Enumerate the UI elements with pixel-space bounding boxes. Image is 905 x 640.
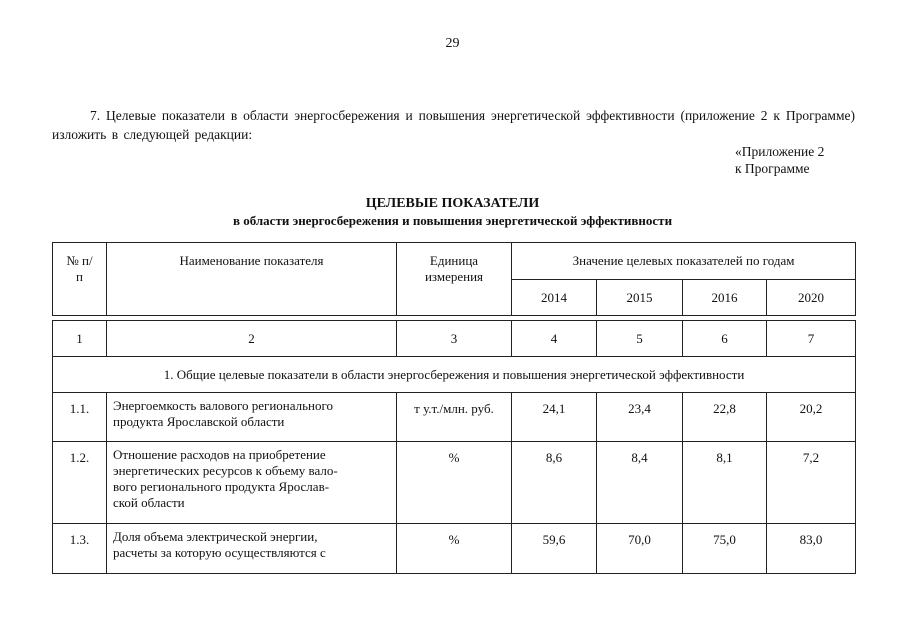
document-subtitle: в области энергосбережения и повышения энергетической эффективности	[232, 213, 673, 228]
row-value: 20,2	[767, 393, 856, 442]
row-value: 8,1	[683, 442, 767, 524]
column-number: 5	[597, 321, 683, 357]
row-unit: %	[397, 442, 512, 524]
row-value: 7,2	[767, 442, 856, 524]
row-num: 1.3.	[53, 524, 107, 574]
appendix-ref-line-2: к Программе	[735, 161, 810, 176]
column-number: 6	[683, 321, 767, 357]
header-year: 2020	[767, 280, 856, 316]
row-name-line: ской области	[113, 495, 185, 510]
row-value: 23,4	[597, 393, 683, 442]
row-unit: %	[397, 524, 512, 574]
header-year: 2015	[597, 280, 683, 316]
row-name-line: расчеты за которую осуществляются с	[113, 545, 326, 560]
document-title: ЦЕЛЕВЫЕ ПОКАЗАТЕЛИ	[365, 196, 540, 211]
row-value: 83,0	[767, 524, 856, 574]
section-row	[53, 357, 856, 393]
column-number: 1	[53, 321, 107, 357]
row-name	[107, 524, 397, 574]
row-name-line: Энергоемкость валового регионального	[113, 398, 334, 413]
table-row	[53, 524, 856, 574]
row-value: 70,0	[597, 524, 683, 574]
header-year: 2014	[512, 280, 597, 316]
row-name-line: Отношение расходов на приобретение	[113, 447, 326, 462]
table-row	[53, 442, 856, 524]
header-num: № п/п	[53, 243, 107, 316]
header-name: Наименование показателя	[107, 243, 397, 316]
header-values-group: Значение целевых показателей по годам	[512, 243, 856, 280]
row-value: 59,6	[512, 524, 597, 574]
row-name-line: продукта Ярославской области	[113, 414, 285, 429]
header-year: 2016	[683, 280, 767, 316]
column-number: 7	[767, 321, 856, 357]
column-number: 4	[512, 321, 597, 357]
table-row	[53, 393, 856, 442]
appendix-reference	[735, 143, 824, 177]
table-header-row	[53, 243, 856, 280]
row-num: 1.2.	[53, 442, 107, 524]
column-number: 2	[107, 321, 397, 357]
page-number: 29	[445, 36, 460, 51]
row-unit: т у.т./млн. руб.	[397, 393, 512, 442]
intro-text: 7. Целевые показатели в области энергосбережения и повышения энергетической эффективности (приложение 2 к Программе) изложить в следующей редакции:	[52, 108, 855, 142]
appendix-ref-line-1: «Приложение 2	[735, 144, 825, 159]
intro-paragraph	[52, 106, 855, 144]
row-value: 8,4	[597, 442, 683, 524]
row-name	[107, 393, 397, 442]
column-number: 3	[397, 321, 512, 357]
row-value: 24,1	[512, 393, 597, 442]
row-name-line: энергетических ресурсов к объему вало-	[113, 463, 338, 478]
row-value: 75,0	[683, 524, 767, 574]
row-value: 22,8	[683, 393, 767, 442]
column-numbers-row	[53, 321, 856, 357]
header-unit: Единица измерения	[397, 243, 512, 316]
row-num: 1.1.	[53, 393, 107, 442]
section-title: 1. Общие целевые показатели в области энергосбережения и повышения энергетической эффективности	[53, 357, 856, 393]
row-value: 8,6	[512, 442, 597, 524]
row-name	[107, 442, 397, 524]
row-name-line: вого регионального продукта Ярослав-	[113, 479, 330, 494]
indicators-table	[52, 242, 856, 574]
row-name-line: Доля объема электрической энергии,	[113, 529, 318, 544]
